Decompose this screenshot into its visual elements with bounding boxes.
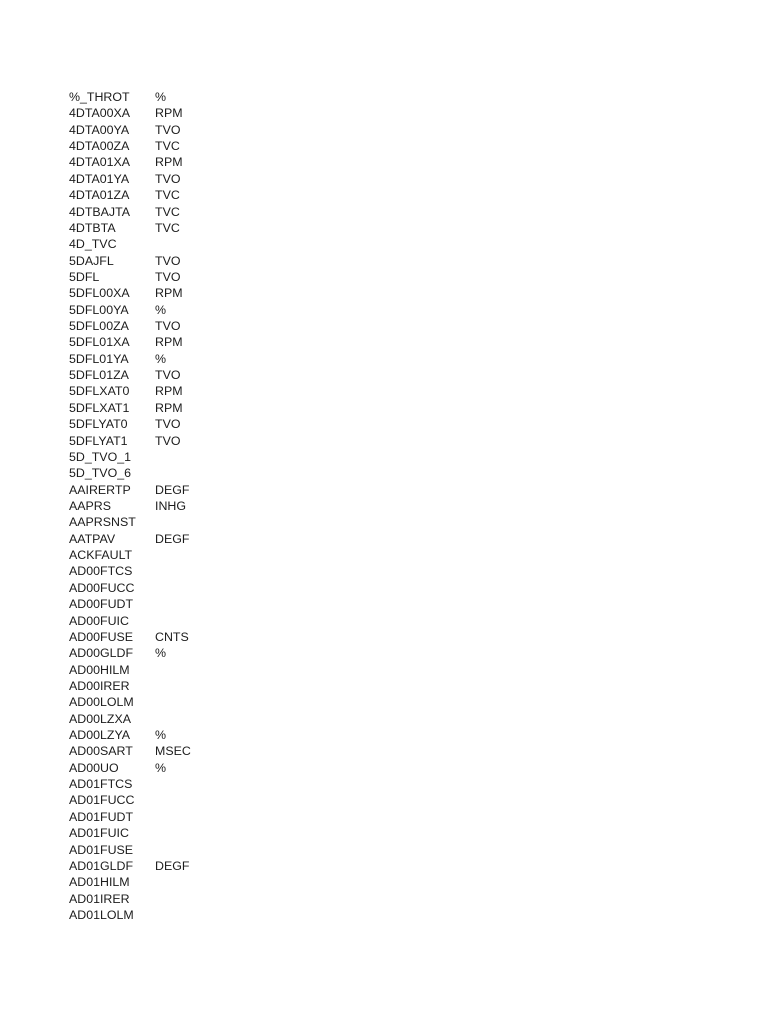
parameter-unit xyxy=(155,465,215,481)
parameter-unit xyxy=(155,678,215,694)
parameter-unit xyxy=(155,449,215,465)
parameter-unit: % xyxy=(155,728,167,743)
parameter-name: AD00HILM xyxy=(69,662,130,677)
list-row xyxy=(69,220,215,236)
list-row xyxy=(69,531,215,547)
parameter-name: AD00FUCC xyxy=(69,580,135,595)
list-row xyxy=(69,678,215,694)
parameter-unit: % xyxy=(155,760,167,775)
list-row xyxy=(69,204,215,220)
parameter-name: 5DAJFL xyxy=(69,253,114,268)
list-row xyxy=(69,416,215,432)
parameter-name: AD00FUSE xyxy=(69,629,134,644)
list-row xyxy=(69,105,215,121)
list-row xyxy=(69,645,215,661)
parameter-unit xyxy=(155,825,215,841)
parameter-unit xyxy=(155,711,215,727)
parameter-name: 4DTA00XA xyxy=(69,106,131,121)
list-row xyxy=(69,498,215,514)
parameter-unit xyxy=(155,596,215,612)
parameter-name: AD00IRER xyxy=(69,678,130,693)
parameter-unit: TVO xyxy=(155,433,181,448)
parameter-unit: RPM xyxy=(155,155,183,170)
parameter-unit xyxy=(155,809,215,825)
list-row xyxy=(69,89,215,105)
list-row xyxy=(69,776,215,792)
parameter-unit: RPM xyxy=(155,286,183,301)
parameter-unit: % xyxy=(155,90,167,104)
list-row xyxy=(69,285,215,301)
parameter-name: AD01GLDF xyxy=(69,858,134,873)
parameter-name: 4D_TVC xyxy=(69,237,117,252)
parameter-name: AD01LOLM xyxy=(69,907,134,922)
parameter-name: 5DFLYAT1 xyxy=(69,433,128,448)
list-row xyxy=(69,400,215,416)
parameter-name: AD01FTCS xyxy=(69,777,133,792)
list-row xyxy=(69,367,215,383)
parameter-unit xyxy=(155,776,215,792)
parameter-name: 4DTA00ZA xyxy=(69,139,130,154)
parameter-unit: MSEC xyxy=(155,744,191,759)
parameter-name: AAIRERTP xyxy=(69,482,131,497)
list-row xyxy=(69,449,215,465)
parameter-name: AD01HILM xyxy=(69,875,130,890)
list-row xyxy=(69,433,215,449)
parameter-unit: TVC xyxy=(155,204,180,219)
list-row xyxy=(69,171,215,187)
parameter-list xyxy=(69,89,215,923)
parameter-unit: % xyxy=(155,351,167,366)
parameter-unit xyxy=(155,236,215,252)
parameter-unit: DEGF xyxy=(155,531,190,546)
list-row xyxy=(69,596,215,612)
list-row xyxy=(69,236,215,252)
parameter-unit xyxy=(155,613,215,629)
parameter-unit: RPM xyxy=(155,384,183,399)
parameter-name: AD00FTCS xyxy=(69,564,133,579)
parameter-unit: TVO xyxy=(155,417,181,432)
parameter-name: 5DFL01XA xyxy=(69,335,130,350)
parameter-unit: RPM xyxy=(155,335,183,350)
list-row xyxy=(69,874,215,890)
list-row xyxy=(69,563,215,579)
parameter-name: AAPRSNST xyxy=(69,515,136,530)
parameter-unit: RPM xyxy=(155,106,183,121)
parameter-name: 5DFL01ZA xyxy=(69,368,129,383)
list-row xyxy=(69,302,215,318)
parameter-name: AATPAV xyxy=(69,531,116,546)
list-row xyxy=(69,547,215,563)
parameter-unit xyxy=(155,874,215,890)
parameter-name: AD01FUDT xyxy=(69,809,134,824)
parameter-unit xyxy=(155,907,215,923)
parameter-name: AAPRS xyxy=(69,498,112,513)
parameter-unit: TVO xyxy=(155,122,181,137)
parameter-unit: TVC xyxy=(155,220,180,235)
parameter-name: AD01FUCC xyxy=(69,793,135,808)
parameter-name: AD00LZXA xyxy=(69,711,131,726)
parameter-name: 4DTBAJTA xyxy=(69,204,131,219)
list-row xyxy=(69,514,215,530)
list-row xyxy=(69,694,215,710)
parameter-unit xyxy=(155,842,215,858)
parameter-unit: CNTS xyxy=(155,629,189,644)
parameter-name: 5DFLYAT0 xyxy=(69,417,128,432)
list-row xyxy=(69,743,215,759)
list-row xyxy=(69,760,215,776)
parameter-unit: DEGF xyxy=(155,482,190,497)
parameter-name: 5DFLXAT0 xyxy=(69,384,130,399)
list-row xyxy=(69,318,215,334)
list-row xyxy=(69,613,215,629)
parameter-name: AD00GLDF xyxy=(69,646,134,661)
parameter-name: 5D_TVO_1 xyxy=(69,449,131,464)
list-row xyxy=(69,482,215,498)
parameter-unit: TVC xyxy=(155,188,180,203)
list-row xyxy=(69,187,215,203)
parameter-name: 5DFL xyxy=(69,269,100,284)
parameter-unit xyxy=(155,891,215,907)
parameter-name: 4DTA01YA xyxy=(69,171,130,186)
parameter-unit xyxy=(155,563,215,579)
parameter-name: ACKFAULT xyxy=(69,548,133,563)
parameter-name: AD01FUIC xyxy=(69,826,129,841)
parameter-name: AD00FUDT xyxy=(69,597,134,612)
parameter-name: AD00FUIC xyxy=(69,613,129,628)
list-row xyxy=(69,383,215,399)
parameter-name: 5D_TVO_6 xyxy=(69,466,131,481)
parameter-unit: TVO xyxy=(155,368,181,383)
list-row xyxy=(69,122,215,138)
list-row xyxy=(69,858,215,874)
list-row xyxy=(69,711,215,727)
parameter-unit xyxy=(155,694,215,710)
list-row xyxy=(69,351,215,367)
list-row xyxy=(69,629,215,645)
parameter-unit: % xyxy=(155,302,167,317)
list-row xyxy=(69,842,215,858)
parameter-unit: INHG xyxy=(155,498,186,513)
parameter-name: AD00LZYA xyxy=(69,728,131,743)
list-row xyxy=(69,269,215,285)
parameter-unit xyxy=(155,514,215,530)
parameter-unit: TVO xyxy=(155,319,181,334)
parameter-name: AD01IRER xyxy=(69,891,130,906)
parameter-name: 5DFL00YA xyxy=(69,302,129,317)
list-row xyxy=(69,792,215,808)
parameter-name: AD01FUSE xyxy=(69,842,134,857)
parameter-unit xyxy=(155,792,215,808)
parameter-name: 4DTA01ZA xyxy=(69,188,130,203)
parameter-name: AD00LOLM xyxy=(69,695,134,710)
list-row xyxy=(69,727,215,743)
list-row xyxy=(69,138,215,154)
list-row xyxy=(69,662,215,678)
parameter-unit xyxy=(155,580,215,596)
parameter-unit: TVO xyxy=(155,253,181,268)
list-row xyxy=(69,825,215,841)
list-row xyxy=(69,809,215,825)
parameter-name: 4DTA01XA xyxy=(69,155,131,170)
parameter-name: AD00UO xyxy=(69,760,119,775)
list-row xyxy=(69,465,215,481)
parameter-unit: % xyxy=(155,646,167,661)
list-row xyxy=(69,891,215,907)
parameter-unit: TVO xyxy=(155,171,181,186)
parameter-name: 5DFL01YA xyxy=(69,351,129,366)
list-row xyxy=(69,580,215,596)
list-row xyxy=(69,154,215,170)
parameter-unit: TVC xyxy=(155,139,180,154)
list-row xyxy=(69,907,215,923)
parameter-name: 5DFL00XA xyxy=(69,286,130,301)
parameter-name: 4DTA00YA xyxy=(69,122,130,137)
parameter-name: AD00SART xyxy=(69,744,133,759)
parameter-unit xyxy=(155,547,215,563)
parameter-name: %_THROT xyxy=(69,90,130,104)
list-row xyxy=(69,253,215,269)
list-row xyxy=(69,334,215,350)
parameter-unit: DEGF xyxy=(155,858,190,873)
parameter-name: 5DFL00ZA xyxy=(69,319,129,334)
parameter-unit: RPM xyxy=(155,400,183,415)
parameter-unit xyxy=(155,662,215,678)
parameter-name: 4DTBTA xyxy=(69,220,116,235)
parameter-name: 5DFLXAT1 xyxy=(69,400,130,415)
parameter-unit: TVO xyxy=(155,269,181,284)
